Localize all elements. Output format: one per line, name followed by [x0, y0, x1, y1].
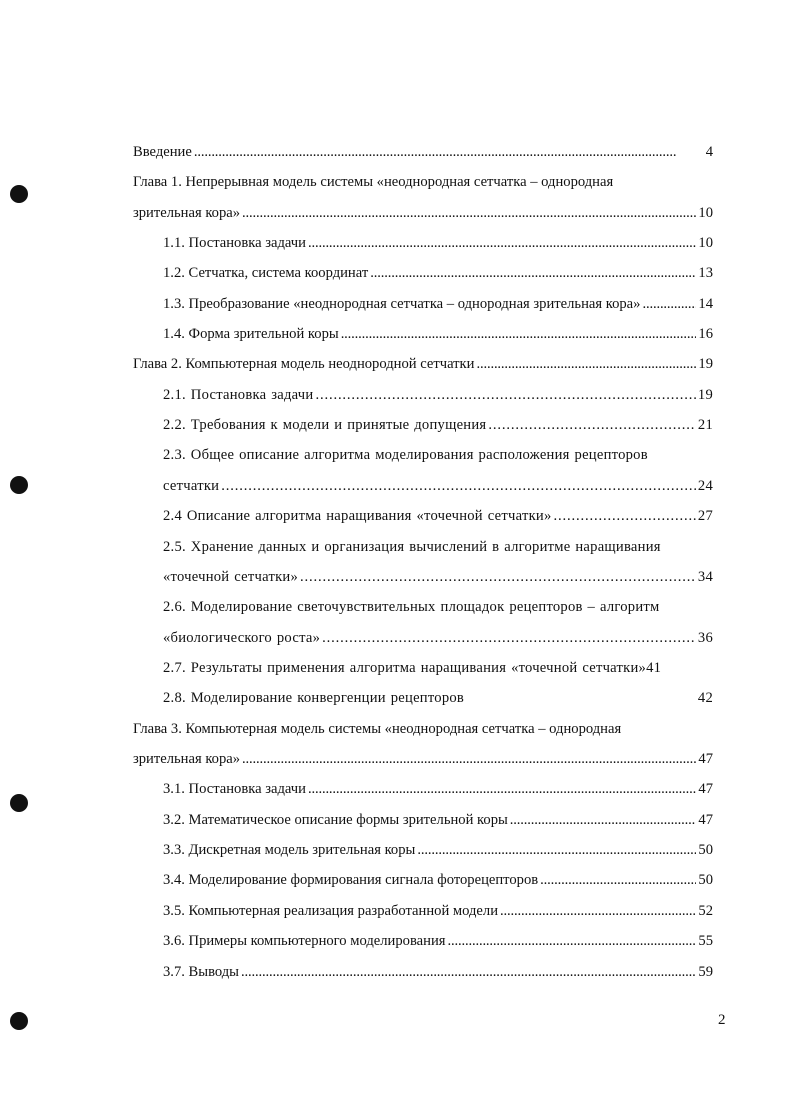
- toc-entry-page: 50: [698, 842, 713, 858]
- leader-dots: [510, 809, 697, 831]
- toc-entry-title: 2.2. Требования к модели и принятые допущения: [163, 417, 487, 433]
- toc-entry-section-1-3[interactable]: [163, 293, 713, 315]
- toc-entry-section-2-8[interactable]: [163, 687, 713, 709]
- leader-dots: [447, 930, 696, 952]
- toc-entry-section-2-6-line2[interactable]: [163, 627, 713, 649]
- toc-entry-title: 3.2. Математическое описание формы зрительной коры: [163, 812, 508, 828]
- leader-dots: [194, 141, 704, 163]
- leader-dots: [315, 384, 695, 406]
- leader-dots: [642, 293, 696, 315]
- toc-entry-title: 2.1. Постановка задачи: [163, 387, 314, 403]
- binder-hole: [10, 185, 28, 203]
- toc-entry-section-1-1[interactable]: [163, 232, 713, 254]
- toc-entry-chapter-3-line2[interactable]: [133, 748, 713, 770]
- leader-dots: [308, 778, 696, 800]
- toc-entry-title: сетчатки: [163, 478, 220, 494]
- leader-dots: [554, 505, 696, 527]
- toc-entry-page: 50: [698, 872, 713, 888]
- toc-entry-section-2-7[interactable]: [163, 657, 713, 679]
- leader-dots: [322, 627, 696, 649]
- leader-dots: [488, 414, 696, 436]
- toc-entry-title: 2.4 Описание алгоритма наращивания «точечной сетчатки»: [163, 508, 552, 524]
- toc-entry-section-3-2[interactable]: [163, 809, 713, 831]
- toc-entry-section-1-4[interactable]: [163, 323, 713, 345]
- toc-entry-section-2-2[interactable]: [163, 414, 713, 436]
- binder-hole: [10, 1012, 28, 1030]
- toc-entry-title: 2.3. Общее описание алгоритма моделирования расположения рецепторов: [163, 447, 648, 463]
- toc-entry-section-3-3[interactable]: [163, 839, 713, 861]
- binder-hole: [10, 476, 28, 494]
- toc-entry-page: 13: [698, 265, 713, 281]
- toc-entry-title: Глава 3. Компьютерная модель системы «неоднородная сетчатка – однородная: [133, 721, 622, 737]
- toc-entry-page: 59: [698, 964, 713, 980]
- toc-entry-title: 2.7. Результаты применения алгоритма наращивания «точечной сетчатки»: [163, 660, 647, 676]
- toc-entry-page: 47: [698, 812, 713, 828]
- toc-entry-title: 2.6. Моделирование светочувствительных площадок рецепторов – алгоритм: [163, 599, 660, 615]
- toc-entry-title: 3.5. Компьютерная реализация разработанной модели: [163, 903, 499, 919]
- leader-dots: [300, 566, 696, 588]
- toc-entry-title: 3.7. Выводы: [163, 964, 239, 980]
- toc-entry-page: 10: [698, 235, 713, 251]
- toc-entry-page: 10: [698, 205, 713, 221]
- toc-entry-section-3-4[interactable]: [163, 869, 713, 891]
- toc-entry-title: зрительная кора»: [133, 205, 241, 221]
- toc-entry-title: 1.3. Преобразование «неоднородная сетчатка – однородная зрительная кора»: [163, 296, 641, 312]
- toc-entry-title: 3.4. Моделирование формирования сигнала фоторецепторов: [163, 872, 539, 888]
- toc-entry-page: 47: [698, 781, 713, 797]
- toc-entry-title: 1.4. Форма зрительной коры: [163, 326, 339, 342]
- toc-entry-title: Глава 2. Компьютерная модель неоднородной сетчатки: [133, 356, 475, 372]
- toc-entry-section-3-7[interactable]: [163, 961, 713, 983]
- toc-entry-chapter-2[interactable]: [133, 353, 713, 375]
- toc-entry-title: Введение: [133, 144, 192, 160]
- toc-entry-page: 47: [698, 751, 713, 767]
- leader-dots: [370, 262, 696, 284]
- leader-dots: [242, 748, 696, 770]
- leader-dots: [308, 232, 696, 254]
- toc-entry-page: 36: [697, 630, 713, 646]
- toc-entry-page: 27: [697, 508, 713, 524]
- toc-entry-section-2-3-line1[interactable]: [163, 444, 713, 466]
- toc-entry-section-3-6[interactable]: [163, 930, 713, 952]
- binder-hole: [10, 794, 28, 812]
- toc-entry-section-2-1[interactable]: [163, 384, 713, 406]
- toc-entry-section-3-5[interactable]: [163, 900, 713, 922]
- toc-entry-page: 19: [698, 356, 713, 372]
- leader-dots: [241, 961, 696, 983]
- toc-entry-title: «точечной сетчатки»: [163, 569, 299, 585]
- toc-entry-introduction[interactable]: [133, 141, 713, 163]
- toc-entry-page: 55: [698, 933, 713, 949]
- toc-entry-title: 2.5. Хранение данных и организация вычислений в алгоритме наращивания: [163, 539, 661, 555]
- toc-entry-title: 1.2. Сетчатка, система координат: [163, 265, 369, 281]
- toc-entry-title: Глава 1. Непрерывная модель системы «неоднородная сетчатка – однородная: [133, 174, 614, 190]
- toc-entry-section-2-5-line1[interactable]: [163, 536, 713, 558]
- toc-entry-title: 3.3. Дискретная модель зрительная коры: [163, 842, 416, 858]
- toc-entry-page: 24: [697, 478, 713, 494]
- toc-entry-title: зрительная кора»: [133, 751, 241, 767]
- toc-entry-title: 3.1. Постановка задачи: [163, 781, 306, 797]
- toc-entry-page: 21: [697, 417, 713, 433]
- leader-dots: [476, 353, 696, 375]
- leader-dots: [540, 869, 696, 891]
- toc-entry-page: 34: [697, 569, 713, 585]
- leader-dots: [500, 900, 696, 922]
- toc-entry-title: 1.1. Постановка задачи: [163, 235, 306, 251]
- toc-entry-section-2-3-line2[interactable]: [163, 475, 713, 497]
- toc-entry-page: 16: [698, 326, 713, 342]
- toc-entry-title: 2.8. Моделирование конвергенции рецепторов: [163, 690, 465, 706]
- toc-entry-section-1-2[interactable]: [163, 262, 713, 284]
- toc-entry-section-2-5-line2[interactable]: [163, 566, 713, 588]
- leader-dots: [221, 475, 696, 497]
- toc-entry-chapter-3-line1[interactable]: [133, 718, 713, 740]
- toc-entry-page: 4: [705, 144, 713, 160]
- toc-entry-section-3-1[interactable]: [163, 778, 713, 800]
- toc-entry-section-2-6-line1[interactable]: [163, 596, 713, 618]
- toc-entry-page: 14: [698, 296, 713, 312]
- leader-dots: [341, 323, 697, 345]
- toc-entry-title: 3.6. Примеры компьютерного моделирования: [163, 933, 446, 949]
- toc-entry-chapter-1-line1[interactable]: [133, 171, 713, 193]
- leader-dots: [242, 202, 696, 224]
- toc-entry-page: 19: [697, 387, 713, 403]
- toc-entry-page: 42: [697, 690, 713, 706]
- toc-entry-page: 52: [698, 903, 713, 919]
- toc-entry-section-2-4[interactable]: [163, 505, 713, 527]
- leader-dots: [417, 839, 696, 861]
- toc-entry-chapter-1-line2[interactable]: [133, 202, 713, 224]
- toc-entry-page: 41: [646, 660, 662, 676]
- page-number: 2: [718, 1012, 726, 1028]
- toc-entry-title: «биологического роста»: [163, 630, 321, 646]
